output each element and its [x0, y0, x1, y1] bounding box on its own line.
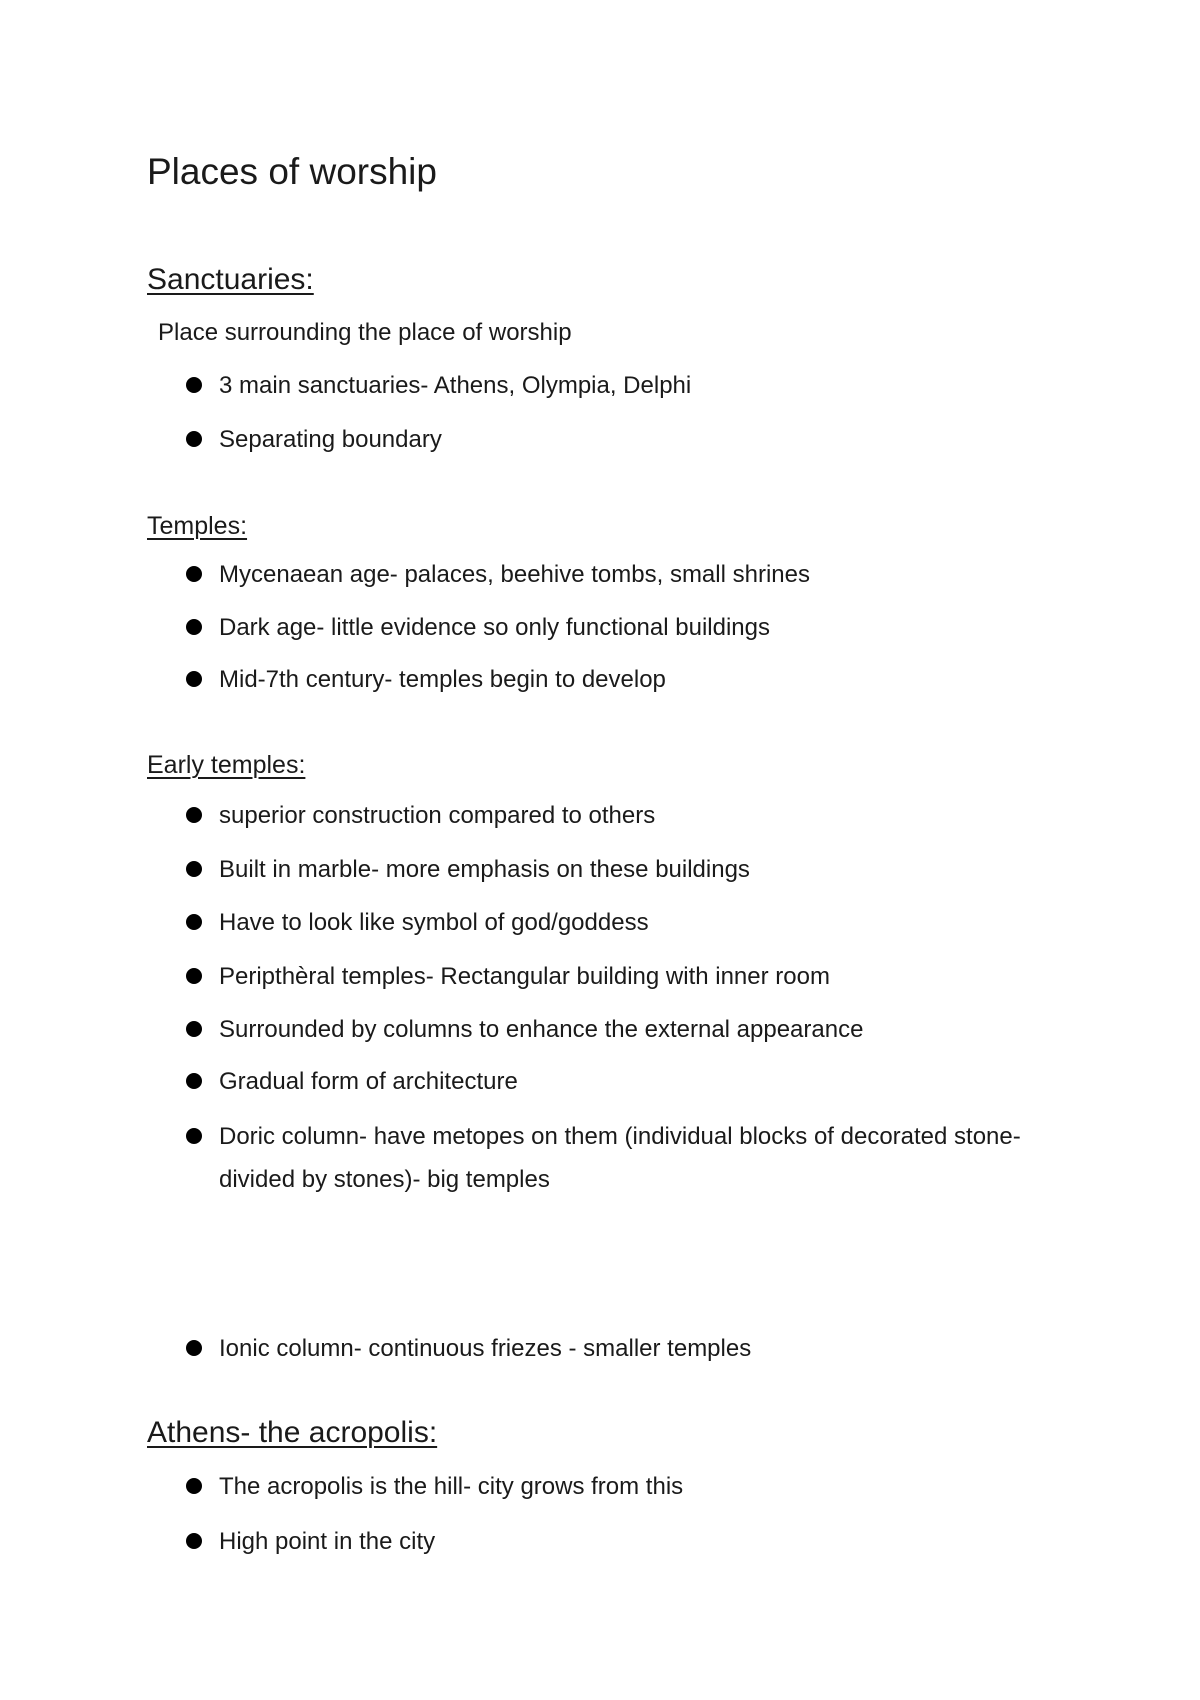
list-item: [184, 794, 1084, 837]
list-item: [184, 553, 1084, 596]
bullet-icon: [186, 1128, 202, 1144]
bullet-icon: [186, 671, 202, 687]
bullet-icon: [186, 914, 202, 930]
section-heading-sanctuaries: Sanctuaries:: [147, 263, 314, 296]
list-item: [184, 1115, 1084, 1201]
list-item: [184, 1060, 1084, 1103]
list-item-text: Gradual form of architecture: [219, 1068, 518, 1095]
bullet-icon: [186, 1533, 202, 1549]
list-item-text: Separating boundary: [219, 426, 442, 453]
list-item-text: Mycenaean age- palaces, beehive tombs, small shrines: [219, 561, 810, 588]
list-item: [184, 418, 1084, 461]
list-item-text: Surrounded by columns to enhance the external appearance: [219, 1016, 864, 1043]
list-item-text: superior construction compared to others: [219, 802, 656, 829]
bullet-icon: [186, 807, 202, 823]
list-item-text: Dark age- little evidence so only functional buildings: [219, 614, 770, 641]
list-item-text: High point in the city: [219, 1528, 436, 1555]
section-heading-early-temples: Early temples:: [147, 751, 306, 779]
list-item: [184, 1008, 1084, 1051]
bullet-icon: [186, 619, 202, 635]
list-item-text: Built in marble- more emphasis on these buildings: [219, 856, 750, 883]
list-item: [184, 848, 1084, 891]
section-intro-sanctuaries: Place surrounding the place of worship: [158, 319, 572, 346]
bullet-icon: [186, 566, 202, 582]
bullet-icon: [186, 1021, 202, 1037]
list-item-text: Doric column- have metopes on them (individual blocks of decorated stone- divided by stones)- big temples: [219, 1123, 1021, 1193]
list-item-text: Ionic column- continuous friezes - smaller temples: [219, 1335, 752, 1362]
list-item-text: Peripthèral temples- Rectangular building with inner room: [219, 963, 830, 990]
list-item: [184, 1327, 1084, 1370]
bullet-icon: [186, 1340, 202, 1356]
bullet-icon: [186, 1073, 202, 1089]
bullet-icon: [186, 431, 202, 447]
section-heading-temples: Temples:: [147, 512, 248, 540]
list-item: [184, 1465, 1084, 1508]
list-item: [184, 955, 1084, 998]
list-item-text: 3 main sanctuaries- Athens, Olympia, Delphi: [219, 372, 692, 399]
list-item: [184, 606, 1084, 649]
list-item: [184, 658, 1084, 701]
section-heading-athens: Athens- the acropolis:: [147, 1416, 438, 1449]
bullet-icon: [186, 1478, 202, 1494]
list-item-text: The acropolis is the hill- city grows from this: [219, 1473, 684, 1500]
list-item-text: Have to look like symbol of god/goddess: [219, 909, 649, 936]
bullet-icon: [186, 968, 202, 984]
list-item: [184, 901, 1084, 944]
bullet-icon: [186, 861, 202, 877]
list-item: [184, 364, 1084, 407]
bullet-icon: [186, 377, 202, 393]
list-item-text: Mid-7th century- temples begin to develop: [219, 666, 666, 693]
page-title: Places of worship: [147, 151, 437, 192]
list-item: [184, 1520, 1084, 1563]
